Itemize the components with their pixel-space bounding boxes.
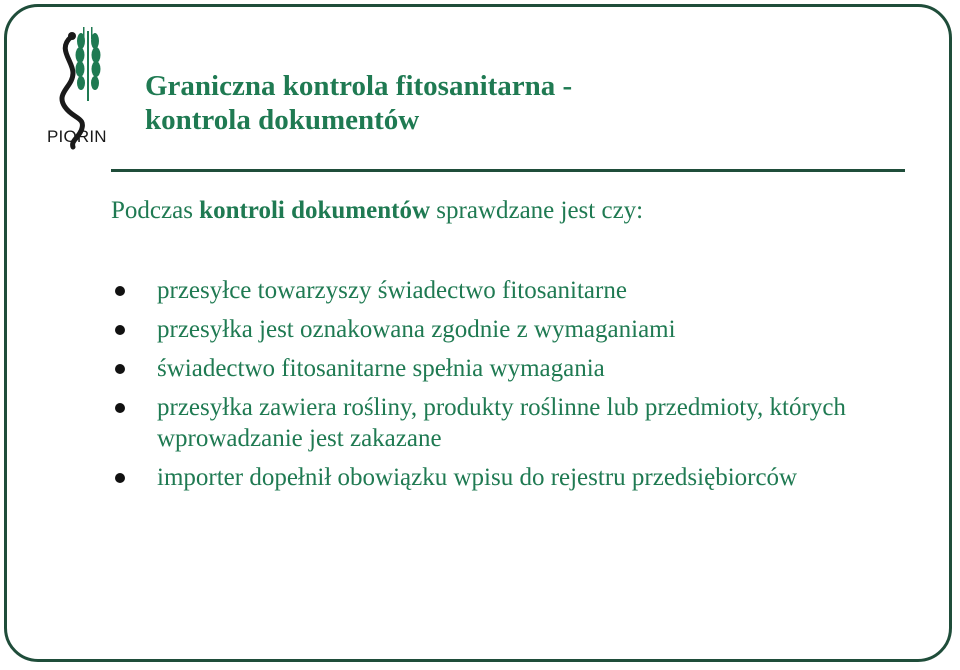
bullet-dot-icon — [115, 286, 125, 296]
list-item-text: importer dopełnił obowiązku wpisu do rejestru przedsiębiorców — [157, 464, 798, 491]
list-item — [113, 314, 893, 345]
intro-suffix: sprawdzane jest czy: — [436, 197, 644, 224]
bullet-dot-icon — [115, 364, 125, 374]
logo-text: PIORIN — [47, 127, 107, 146]
list-item — [113, 392, 893, 454]
slide-frame — [4, 4, 952, 662]
list-item-text: przesyłka zawiera rośliny, produkty roślinne lub przedmioty, których wprowadzanie jest zakazane — [157, 394, 846, 452]
title-divider — [111, 169, 905, 172]
bullet-dot-icon — [115, 325, 125, 335]
list-item-text: przesyłka jest oznakowana zgodnie z wymaganiami — [157, 316, 676, 343]
slide-title-line-1: Graniczna kontrola fitosanitarna - — [145, 70, 573, 102]
intro-bold: kontroli dokumentów — [199, 197, 431, 224]
bullet-list — [113, 275, 893, 501]
intro-prefix: Podczas — [111, 197, 193, 224]
list-item-text: świadectwo fitosanitarne spełnia wymagania — [157, 355, 605, 382]
slide-title — [145, 69, 572, 137]
list-item-text: przesyłce towarzyszy świadectwo fitosanitarne — [157, 277, 627, 304]
list-item — [113, 462, 893, 493]
bullet-dot-icon — [115, 403, 125, 413]
intro-text — [111, 197, 643, 225]
slide-title-line-2: kontrola dokumentów — [145, 104, 420, 136]
bullet-dot-icon — [115, 473, 125, 483]
list-item — [113, 275, 893, 306]
list-item — [113, 353, 893, 384]
